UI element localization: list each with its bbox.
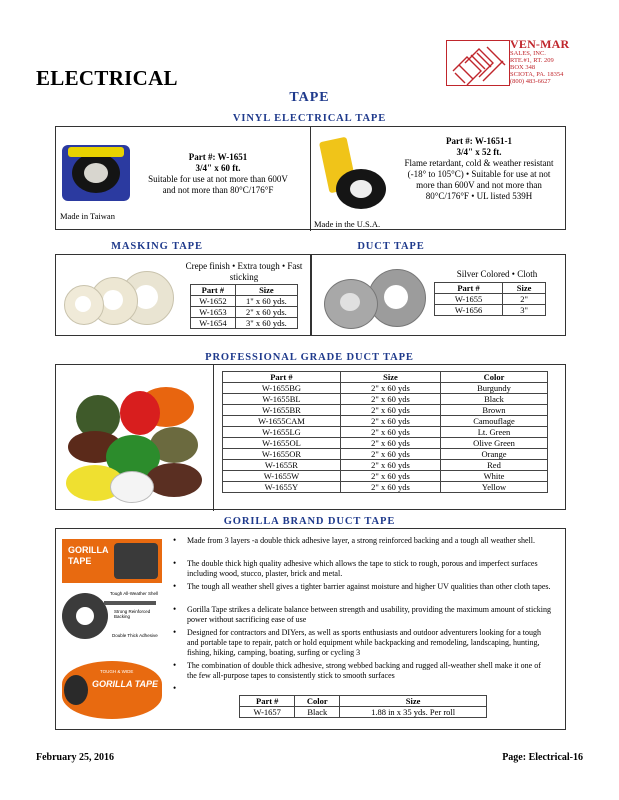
table-cell: 2" x 60 yds [340,383,440,394]
gorilla-logo-word: GORILLA [68,545,109,555]
gorilla-roll-small: TOUGH & WIDE [100,669,134,674]
vinyl2-origin: Made in the U.S.A. [314,219,381,229]
table-row [223,438,548,449]
table-cell: 2" x 60 yds [340,460,440,471]
vinyl2-size: 3/4" x 52 ft. [456,147,502,157]
table-header-cell: Size [340,696,487,707]
table-cell: W-1655 [435,294,503,305]
vinyl-tape-photo [62,145,130,201]
masking-section-title: MASKING TAPE [111,241,203,252]
table-cell: 2" x 60 yds [340,416,440,427]
bullet-item: • Designed for contractors and DIYers, as well as sports enthusiasts and outdoor adventurers looking for a tough and portable tape to repair, patch or hold equipment while backpacking and remodeling, landscaping, hunting, fishing, hiking, camping, boating, surfing or cycling 3 [173,627,542,657]
table-cell: 2" x 60 yds. [235,307,297,318]
professional-tape-photo [66,379,206,503]
vinyl1-size: 3/4" x 60 ft. [195,163,241,173]
table-row [223,405,548,416]
table-header-cell: Part # [435,283,503,294]
table-cell: Lt. Green [441,427,548,438]
layer-label: Tough All-Weather Shell [110,591,158,596]
masking-table [190,284,298,329]
table-cell: 2" x 60 yds [340,405,440,416]
bullet-text: Gorilla Tape strikes a delicate balance between strength and usability, providing the maximum amount of sticking power without sacrificing ease of use [187,605,552,624]
table-cell: 2" x 60 yds [340,394,440,405]
table-row [223,427,548,438]
table-cell: W-1655R [223,460,341,471]
table-row [223,416,548,427]
table-row [191,307,298,318]
vinyl1-desc: Suitable for use at not more than 600V and not more than 80°C/176°F [148,174,288,195]
layer-label: Strong Reinforced Backing [114,609,151,619]
table-cell: W-1655Y [223,482,341,493]
gorilla-layers-photo [62,589,162,645]
table-cell: W-1654 [191,318,236,329]
duct-section-title: DUCT TAPE [357,241,425,252]
table-cell: 2" x 60 yds [340,449,440,460]
professional-section-title: PROFESSIONAL GRADE DUCT TAPE [205,352,414,363]
duct-panel [311,254,566,336]
vinyl2-info [404,136,554,202]
bullet-text: Designed for contractors and DIYers, as well as sports enthusiasts and outdoor adventurers looking for a tough and portable tape to repair, patch or hold equipment while backpacking and remodeling, landscaping, hunting, fishing, hiking, camping, boating, surfing or cycling 3 [187,628,542,657]
table-row [223,482,548,493]
duct-desc: Silver Colored • Cloth [456,269,538,279]
table-row [435,294,546,305]
masking-desc: Crepe finish • Extra tough • Fast sticking [185,261,303,282]
table-cell: W-1655LG [223,427,341,438]
bullet-item: • The combination of double thick adhesive, strong webbed backing and rugged all-weather shell make it one of the few all-purpose tapes to consistently stick to smooth surfaces [173,660,541,680]
table-cell: 2" x 60 yds [340,427,440,438]
table-cell: W-1653 [191,307,236,318]
gorilla-logo-photo [62,539,162,583]
professional-divider [213,365,214,511]
vinyl2-desc: Flame retardant, cold & weather resistant (-18° to 105°C) • Suitable for use at not more than 600V and not more than 80°C/176°F • UL listed 539H [404,158,554,201]
vinyl2-tape-photo [318,135,392,215]
table-cell: Burgundy [441,383,548,394]
table-cell: W-1657 [240,707,295,718]
vinyl1-part: Part #: W-1651 [188,152,248,162]
table-cell: 3" x 60 yds. [235,318,297,329]
bullet-item: • The double thick high quality adhesive which allows the tape to stick to rough, porous and imperfect surfaces including wood, stucco, plaster, brick and metal. [173,558,538,578]
table-cell: Brown [441,405,548,416]
logo-mark-icon [447,41,509,85]
table-cell: W-1655CAM [223,416,341,427]
table-header-row [191,285,298,296]
masking-tape-photo [60,269,178,329]
table-cell: 2" x 60 yds [340,482,440,493]
table-row [191,318,298,329]
company-logo [446,40,510,86]
gorilla-roll-text: GORILLA TAPE [92,679,158,689]
table-cell: Black [441,394,548,405]
table-row [223,383,548,394]
table-row [223,449,548,460]
footer-date: February 25, 2016 [36,752,115,763]
table-row [191,296,298,307]
layer-label: Double Thick Adhesive [112,633,158,638]
gorilla-roll-photo [60,653,164,723]
table-cell: W-1655BR [223,405,341,416]
logo-line: RTE.#1, RT. 209 [510,57,554,64]
masking-panel [55,254,311,336]
table-cell: Orange [441,449,548,460]
table-header-row [240,696,487,707]
table-cell: W-1655OL [223,438,341,449]
duct-tape-photo [318,263,430,331]
table-cell: W-1655BG [223,383,341,394]
logo-line: (800) 483-6627 [510,78,551,85]
table-header-cell: Size [503,283,546,294]
professional-table [222,371,548,493]
logo-text [510,38,569,85]
footer-page-number: Page: Electrical-16 [502,752,583,763]
table-cell: Olive Green [441,438,548,449]
table-header-cell: Part # [191,285,236,296]
table-cell: Yellow [441,482,548,493]
table-row [223,471,548,482]
vinyl1-origin: Made in Taiwan [60,211,115,221]
gorilla-section-title: GORILLA BRAND DUCT TAPE [223,516,396,527]
bullet-text: The tough all weather shell gives a tighter barrier against moisture and higher UV qualities than other cloth tapes. [187,582,551,591]
table-cell: Red [441,460,548,471]
table-cell: W-1656 [435,305,503,316]
table-cell: Camouflage [441,416,548,427]
gorilla-table [239,695,487,718]
logo-line: SCIOTA, PA. 18354 [510,71,564,78]
table-cell: White [441,471,548,482]
table-cell: W-1655W [223,471,341,482]
table-header-cell: Color [441,372,548,383]
bullet-text: The combination of double thick adhesive, strong webbed backing and rugged all-weather shell make it one of the few all-purpose tapes to consistently stick to smooth surfaces [187,661,541,680]
table-header-cell: Size [235,285,297,296]
table-cell: W-1652 [191,296,236,307]
table-cell: 3" [503,305,546,316]
table-row [223,460,548,471]
table-header-cell: Color [295,696,340,707]
vinyl-divider [310,127,311,231]
bullet-item: • The tough all weather shell gives a tighter barrier against moisture and higher UV qualities than other cloth tapes. [173,581,551,591]
duct-table [434,282,546,316]
table-row [223,394,548,405]
table-header-cell: Part # [240,696,295,707]
table-header-cell: Part # [223,372,341,383]
bullet-text: Made from 3 layers -a double thick adhesive layer, a strong reinforced backing and a tough all weather shell. [187,536,535,545]
logo-line: SALES, INC. [510,50,546,57]
vinyl-section-title: VINYL ELECTRICAL TAPE [232,113,387,124]
logo-company-name: VEN-MAR [510,37,570,51]
table-cell: 2" x 60 yds [340,471,440,482]
table-cell: W-1655BL [223,394,341,405]
table-cell: 2" x 60 yds [340,438,440,449]
table-cell: 1.88 in x 35 yds. Per roll [340,707,487,718]
table-header-row [435,283,546,294]
vinyl-panel [55,126,566,230]
table-cell: 2" [503,294,546,305]
bullet-item: • Gorilla Tape strikes a delicate balance between strength and usability, providing the maximum amount of sticking power without sacrificing ease of use [173,604,552,624]
bullet-item: • Made from 3 layers -a double thick adhesive layer, a strong reinforced backing and a tough all weather shell. [173,535,535,545]
logo-line: BOX 348 [510,64,536,71]
gorilla-logo-word: TAPE [68,556,92,566]
table-cell: 1" x 60 yds. [235,296,297,307]
vinyl1-info [148,152,288,196]
table-cell: Black [295,707,340,718]
professional-panel [55,364,566,510]
page-title: TAPE [289,90,330,105]
gorilla-panel: GORILLA TAPE Tough All-Weather Shell Strong Reinforced Backing Double Thick Adhesive GORILLA TAPE TOUGH & WIDE • Made from 3 layers -a double thick adhesive layer, a strong reinforced backing and a tough all weather shell. • The double thick high quality adhesive which allows the tape to stick to rough, porous and imperfect surfaces including wood, stucco, plaster, brick and metal. • The tough all weather shell gives a tighter barrier against moisture and higher UV qualities than other cloth tapes. • Gorilla Tape strikes a delicate balance between strength and usability, providing the maximum amount of sticking power without sacrificing ease of use • Designed for contractors and DIYers, as well as sports enthusiasts and outdoor adventurers looking for a tough and portable tape to repair, patch or hold equipment while backpacking and remodeling, landscaping, hunting, fishing, hiking, camping, boating, surfing or cycling 3 • The combination of double thick adhesive, strong webbed backing and rugged all-weather shell make it one of the few all-purpose tapes to consistently stick to smooth surfaces • Part # Color Size W-1657 Black 1.88 in x 35 yds. Per roll [55,528,566,730]
table-header-cell: Size [340,372,440,383]
table-header-row [223,372,548,383]
table-row [240,707,487,718]
table-cell: W-1655OR [223,449,341,460]
bullet-text: The double thick high quality adhesive which allows the tape to stick to rough, porous and imperfect surfaces including wood, stucco, plaster, brick and metal. [187,559,538,578]
vinyl2-part: Part #: W-1651-1 [446,136,512,146]
table-row [435,305,546,316]
section-title: ELECTRICAL [36,66,178,90]
